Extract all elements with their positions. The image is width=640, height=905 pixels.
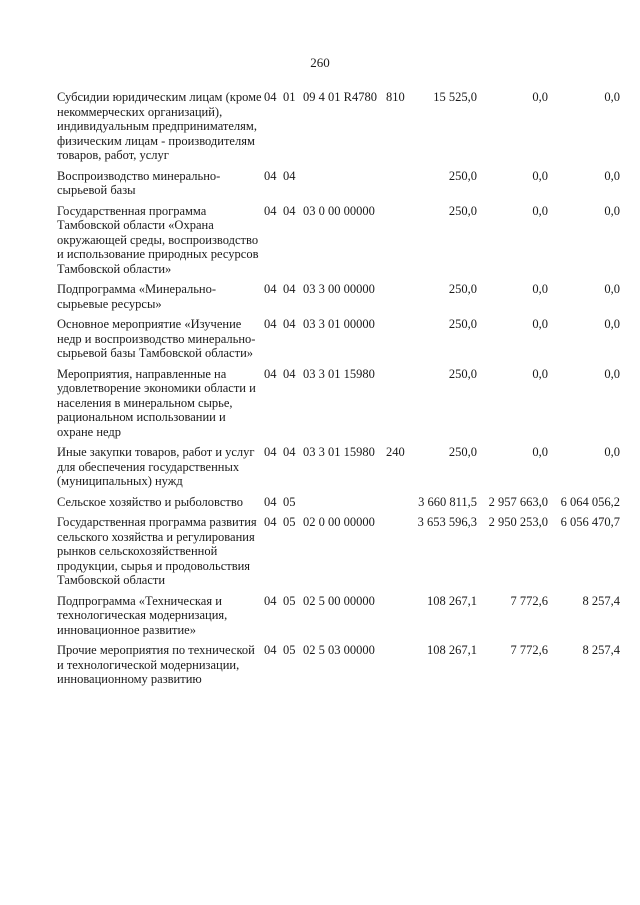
target-article-code: 02 5 00 00000 [303, 593, 375, 608]
target-article-code: 02 0 00 00000 [303, 515, 375, 529]
table-row [0, 445, 640, 489]
row-description: Подпрограмма «Минерально-сырьевые ресурсы» [57, 282, 217, 311]
subsection-code: 04 [283, 366, 296, 381]
table-row [0, 594, 640, 638]
subsection-code: 01 [283, 90, 296, 104]
amount-year-3: 8 257,4 [582, 643, 620, 657]
amount-year-3: 0,0 [604, 282, 620, 296]
section-code: 04 [264, 203, 277, 218]
target-article-code: 03 0 00 00000 [303, 203, 375, 218]
row-description: Воспроизводство минерально-сырьевой базы [57, 168, 221, 197]
amount-year-1: 15 525,0 [433, 90, 477, 104]
subsection-code: 04 [283, 168, 296, 183]
table-row [0, 515, 640, 588]
amount-year-2: 7 772,6 [510, 643, 548, 657]
amount-year-3: 8 257,4 [582, 593, 620, 608]
table-row [0, 643, 640, 687]
amount-year-1: 108 267,1 [427, 643, 477, 657]
page-number: 260 [310, 55, 330, 70]
section-code: 04 [264, 366, 277, 381]
amount-year-3: 0,0 [604, 366, 620, 381]
target-article-code: 03 3 01 15980 [303, 366, 375, 381]
target-article-code: 02 5 03 00000 [303, 643, 375, 657]
row-description: Субсидии юридическим лицам (кроме некоммерческих организаций), индивидуальным предпринимателям, физическим лицам - производителям товаров, работ, услуг [57, 90, 262, 162]
amount-year-2: 0,0 [532, 366, 548, 381]
subsection-code: 05 [283, 515, 296, 529]
table-row [0, 367, 640, 440]
amount-year-2: 2 950 253,0 [488, 515, 548, 529]
amount-year-1: 250,0 [448, 203, 477, 218]
amount-year-2: 2 957 663,0 [488, 494, 548, 509]
table-row [0, 204, 640, 277]
amount-year-1: 250,0 [448, 168, 477, 183]
amount-year-1: 3 660 811,5 [418, 494, 477, 509]
row-description: Подпрограмма «Техническая и технологическая модернизация, инновационное развитие» [57, 593, 228, 637]
target-article-code: 03 3 01 15980 [303, 445, 375, 459]
row-description: Государственная программа Тамбовской области «Охрана окружающей среды, воспроизводство и использование природных ресурсов Тамбовской области» [57, 203, 259, 276]
amount-year-2: 0,0 [532, 317, 548, 331]
row-description: Прочие мероприятия по технической и технологической модернизации, инновационному развитию [57, 643, 255, 686]
amount-year-1: 250,0 [448, 282, 477, 296]
subsection-code: 05 [283, 494, 296, 509]
amount-year-3: 0,0 [604, 445, 620, 459]
section-code: 04 [264, 168, 277, 183]
subsection-code: 04 [283, 317, 296, 331]
target-article-code: 09 4 01 R4780 [303, 90, 377, 104]
section-code: 04 [264, 515, 277, 529]
section-code: 04 [264, 445, 277, 459]
section-code: 04 [264, 593, 277, 608]
amount-year-2: 0,0 [532, 168, 548, 183]
budget-table [0, 90, 640, 693]
row-description: Мероприятия, направленные на удовлетворение экономики области и населения в минеральном сырье, рациональном использовании и охране недр [57, 366, 256, 439]
amount-year-3: 0,0 [604, 168, 620, 183]
subsection-code: 05 [283, 593, 296, 608]
amount-year-3: 0,0 [604, 203, 620, 218]
amount-year-1: 250,0 [448, 317, 477, 331]
row-description: Государственная программа развития сельского хозяйства и регулирования рынков сельскохозяйственной продукции, сырья и продовольствия Тамбовской области [57, 515, 257, 587]
amount-year-1: 3 653 596,3 [417, 515, 477, 529]
row-description: Сельское хозяйство и рыболовство [57, 494, 243, 509]
subsection-code: 04 [283, 203, 296, 218]
amount-year-3: 0,0 [604, 317, 620, 331]
section-code: 04 [264, 282, 277, 296]
amount-year-1: 108 267,1 [427, 593, 477, 608]
expense-type-code: 240 [386, 445, 405, 459]
amount-year-2: 7 772,6 [510, 593, 548, 608]
amount-year-2: 0,0 [532, 90, 548, 104]
table-row [0, 495, 640, 510]
expense-type-code: 810 [386, 90, 405, 104]
amount-year-3: 6 056 470,7 [560, 515, 620, 529]
table-row [0, 90, 640, 163]
table-row [0, 317, 640, 361]
target-article-code: 03 3 01 00000 [303, 317, 375, 331]
table-row [0, 169, 640, 198]
amount-year-3: 0,0 [604, 90, 620, 104]
target-article-code: 03 3 00 00000 [303, 282, 375, 296]
table-row [0, 282, 640, 311]
section-code: 04 [264, 90, 277, 104]
amount-year-1: 250,0 [448, 445, 477, 459]
subsection-code: 04 [283, 282, 296, 296]
row-description: Основное мероприятие «Изучение недр и воспроизводство минерально-сырьевой базы Тамбовской области» [57, 317, 256, 360]
section-code: 04 [264, 494, 277, 509]
section-code: 04 [264, 643, 277, 657]
row-description: Иные закупки товаров, работ и услуг для обеспечения государственных (муниципальных) нужд [57, 445, 255, 488]
subsection-code: 04 [283, 445, 296, 459]
section-code: 04 [264, 317, 277, 331]
subsection-code: 05 [283, 643, 296, 657]
amount-year-2: 0,0 [532, 282, 548, 296]
amount-year-3: 6 064 056,2 [560, 494, 620, 509]
amount-year-2: 0,0 [532, 445, 548, 459]
amount-year-2: 0,0 [532, 203, 548, 218]
amount-year-1: 250,0 [448, 366, 477, 381]
